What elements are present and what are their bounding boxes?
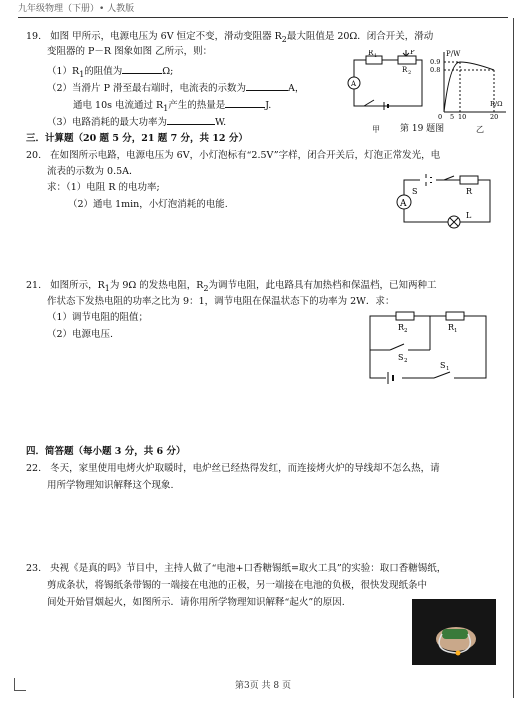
label-s2: S: [398, 353, 404, 362]
q19-text: Ω;: [162, 66, 174, 77]
flame-spot: [456, 651, 461, 656]
label-r1-sub: 1: [454, 328, 458, 334]
q19-text: 如图 甲所示，电源电压为 6V 恒定不变，滑动变阻器 R: [50, 31, 282, 42]
label-r1: R: [448, 323, 455, 332]
label-r2-sub: 2: [404, 328, 408, 334]
q23-line-1: [26, 562, 446, 575]
q19-text: （1）R: [47, 66, 80, 77]
q19-text: （2）当滑片 P 滑至最右端时，电流表的示数为: [47, 83, 246, 94]
section-3-title: 三．计算题（20 题 5 分，21 题 7 分，共 12 分）: [26, 133, 248, 144]
q19-line-1: [26, 30, 433, 46]
q19-text: 产生的热量是: [168, 100, 226, 111]
subscript: 2: [281, 34, 287, 44]
answer-blank[interactable]: [167, 114, 215, 125]
resistor-r2: [396, 312, 414, 320]
section-4-title: 四．简答题（每小题 3 分，共 6 分）: [26, 446, 186, 457]
right-margin-line: [513, 18, 514, 698]
graph-tick: 0: [438, 113, 443, 121]
label-l: L: [466, 211, 472, 220]
label-s: S: [412, 187, 418, 196]
answer-blank[interactable]: [246, 80, 288, 91]
circuit-wire: [370, 316, 486, 378]
label-r1: R: [368, 50, 374, 57]
q19-text: 的阻值为: [84, 66, 123, 77]
q20-line-3: 求：（1）电阻 R 的电功率;: [47, 182, 160, 193]
q23-line-2: 剪成条状，将锡纸条带锡的一端接在电池的正极，另一端接在电池的负极，很快发现纸条中: [47, 580, 428, 591]
q21-text: 如图所示，R: [50, 280, 105, 291]
label-s1-sub: 1: [446, 366, 450, 372]
label-s1: S: [440, 361, 446, 370]
page-header: [18, 3, 508, 18]
q19-text: 通电 10s 电流通过 R: [73, 100, 164, 111]
resistor-r2: [398, 56, 416, 64]
label-s2-sub: 2: [404, 358, 408, 364]
wire-gap: [434, 374, 454, 382]
subscript: 1: [163, 103, 169, 113]
q19-text: W.: [215, 117, 227, 128]
q21-text: 为 9Ω 的发热电阻，R: [109, 280, 204, 291]
q21-line-4: （2）电源电压.: [47, 329, 114, 340]
resistor-r: [460, 176, 478, 184]
subscript: 2: [203, 283, 209, 293]
answer-blank[interactable]: [122, 63, 162, 74]
label-ammeter: A: [351, 80, 357, 88]
q23-line-3: 间处开始冒烟起火，如图所示．请你用所学物理知识解释“起火”的原因.: [47, 597, 345, 608]
switch-s2: [390, 344, 404, 350]
q21-circuit-diagram: [364, 310, 494, 384]
q19-text: A，: [287, 83, 305, 94]
label-r2-sub: 2: [408, 70, 412, 76]
question-number: 19.: [26, 31, 42, 42]
photo-illustration: [412, 599, 496, 665]
switch-lever: [364, 100, 374, 106]
fig-label-yi: 乙: [476, 125, 484, 134]
q22-text: 冬天，家里使用电烤火炉取暖时，电炉丝已经热得发红，而连接烤火炉的导线却不怎么热，请: [50, 463, 440, 474]
fig-label-jia: 甲: [372, 125, 380, 134]
question-number: 20.: [26, 150, 42, 161]
label-p: P: [410, 50, 415, 56]
slider-arrow: [403, 50, 409, 56]
question-number: 21.: [26, 280, 42, 291]
q19-part-1: [47, 63, 173, 81]
q19-power-graph: [428, 48, 510, 122]
label-r2: R: [402, 66, 408, 74]
graph-y-label: P/W: [446, 50, 461, 58]
q19-circuit-diagram: [344, 50, 434, 120]
circuit-wire: [354, 60, 422, 106]
battery-shape: [442, 629, 468, 639]
graph-tick: 0.9: [430, 58, 441, 66]
label-r1-sub: 1: [374, 53, 378, 59]
q21-text: 为调节电阻，此电路具有加热档和保温档，已知两种工: [208, 280, 437, 291]
q22-line-2: 用所学物理知识解释这个现象.: [47, 480, 174, 491]
q19-part-2b: [73, 97, 271, 115]
q21-line-1: [26, 279, 437, 295]
resistor-r1: [446, 312, 464, 320]
switch-lever: [444, 176, 454, 180]
q19-line-2: [47, 45, 212, 58]
graph-tick: 10: [458, 113, 467, 121]
graph-tick: 20: [490, 113, 499, 121]
question-number: 23.: [26, 563, 42, 574]
q20-text: 在如图所示电路，电源电压为 6V，小灯泡标有“2.5V”字样，闭合开关后，灯泡正常发光，电: [50, 150, 441, 161]
q20-line-1: [26, 149, 440, 162]
subscript: 1: [79, 69, 85, 79]
graph-tick: 0.8: [430, 66, 441, 74]
label-ammeter: A: [400, 199, 407, 209]
answer-blank[interactable]: [225, 97, 265, 108]
q20-line-2: 流表的示数为 0.5A．: [47, 166, 139, 177]
q22-line-1: [26, 462, 440, 475]
question-number: 22.: [26, 463, 42, 474]
graph-tick: 5: [450, 113, 455, 121]
q23-experiment-photo: [412, 599, 496, 665]
q20-line-4: （2）通电 1min，小灯泡消耗的电能.: [68, 199, 228, 210]
q21-line-3: （1）调节电阻的阻值；: [47, 312, 149, 323]
label-r2: R: [398, 323, 405, 332]
q19-text: （3）电路消耗的最大功率为: [47, 117, 168, 128]
q19-part-3: [47, 114, 226, 129]
q23-text: 央视《是真的吗》节目中，主持人做了“电池+口香糖锡纸=取火工具”的实验：取口香糖锡纸，: [50, 563, 447, 574]
q19-text: J.: [265, 100, 272, 111]
subscript: 1: [104, 283, 110, 293]
q21-line-2: 作状态下发热电阻的功率之比为 9：1，调节电阻在保温状态下的功率为 2W．求：: [47, 296, 395, 307]
q19-text: 变阻器的 P－R 图象如图 乙所示，则：: [47, 46, 213, 57]
header-text: 九年级物理（下册）• 人教版: [18, 4, 135, 14]
wire-gap: [420, 178, 436, 182]
fig-caption-19: 第 19 题图: [400, 124, 445, 134]
label-r: R: [466, 187, 473, 196]
q19-part-2: [47, 80, 304, 95]
page-footer: 第3页 共 8 页: [234, 681, 292, 691]
q19-text: 最大阻值是 20Ω．闭合开关，滑动: [286, 31, 434, 42]
q20-circuit-diagram: [392, 168, 496, 230]
graph-x-label: R/Ω: [490, 100, 503, 108]
